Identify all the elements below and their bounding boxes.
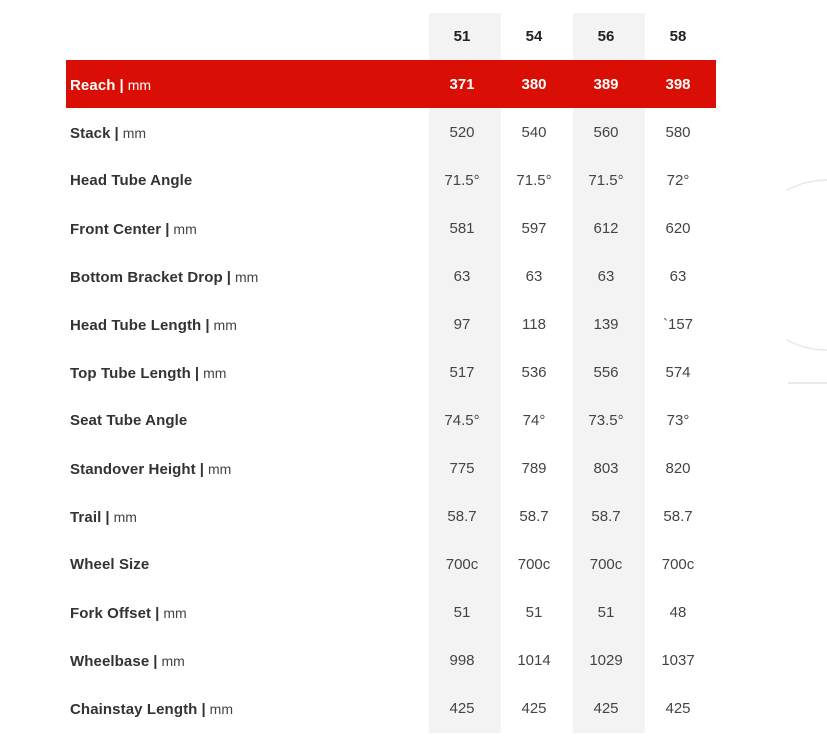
measurement-unit: mm (209, 701, 233, 717)
geometry-row (66, 493, 716, 541)
value-cell-size-54: 540 (521, 124, 547, 141)
value-cell-size-58: 1037 (661, 652, 695, 669)
value-cell-size-54: 425 (521, 700, 547, 717)
value-cell-size-58: 58.7 (663, 508, 693, 525)
geometry-row (66, 253, 716, 301)
row-label (70, 253, 258, 301)
unit-separator: | (155, 605, 160, 622)
row-label (70, 637, 185, 685)
geometry-row (66, 349, 716, 397)
value-cell-size-58: 425 (665, 700, 691, 717)
row-label (70, 61, 151, 109)
value-cell-size-51: 63 (453, 268, 471, 285)
value-cell-size-58: 580 (665, 124, 691, 141)
row-label (70, 493, 137, 541)
value-cell-size-58: 820 (665, 460, 691, 477)
measurement-name: Wheel Size (70, 556, 150, 573)
value-cell-size-51: 425 (449, 700, 475, 717)
unit-separator: | (119, 77, 124, 94)
measurement-unit: mm (234, 269, 259, 285)
value-cell-size-51: 581 (449, 220, 475, 237)
unit-separator: | (165, 221, 170, 238)
measurement-unit: mm (173, 221, 197, 237)
value-cell-size-58: 574 (665, 364, 691, 381)
value-cell-size-56: 803 (593, 460, 619, 477)
value-cell-size-56: 73.5° (588, 412, 624, 429)
measurement-name: Front Center (70, 221, 162, 238)
value-cell-size-56: 58.7 (591, 508, 621, 525)
size-header-54: 54 (525, 28, 543, 45)
unit-separator: | (199, 461, 204, 478)
unit-separator: | (194, 365, 200, 382)
measurement-name: Chainstay Length (70, 701, 198, 718)
measurement-name: Reach (70, 77, 116, 94)
geometry-row (66, 685, 716, 733)
value-cell-size-58: 700c (661, 556, 695, 573)
value-cell-size-58: 48 (669, 604, 687, 621)
value-cell-size-51: 51 (453, 604, 471, 621)
row-label (70, 157, 192, 205)
geometry-row (66, 205, 716, 253)
row-label (70, 685, 233, 733)
size-header-row (66, 13, 716, 61)
unit-separator: | (105, 509, 110, 526)
measurement-unit: mm (213, 317, 237, 333)
size-header-51: 51 (453, 28, 471, 45)
value-cell-size-58: 72° (666, 172, 690, 189)
value-cell-size-54: 1014 (517, 652, 551, 669)
value-cell-size-56: 612 (593, 220, 619, 237)
measurement-unit: mm (203, 365, 227, 381)
geometry-row (66, 637, 716, 685)
geometry-table (66, 13, 716, 733)
row-label (70, 301, 237, 349)
unit-separator: | (153, 653, 158, 670)
geometry-row (66, 301, 716, 349)
value-cell-size-51: 371 (449, 76, 475, 93)
value-cell-size-58: 73° (666, 412, 690, 429)
geometry-row (66, 445, 716, 493)
value-cell-size-51: 700c (445, 556, 479, 573)
value-cell-size-56: 71.5° (588, 172, 624, 189)
value-cell-size-56: 700c (589, 556, 623, 573)
measurement-name: Seat Tube Angle (70, 412, 188, 429)
value-cell-size-54: 118 (522, 316, 546, 333)
geometry-row (66, 61, 716, 109)
value-cell-size-54: 700c (517, 556, 551, 573)
unit-separator: | (205, 317, 210, 334)
row-label (70, 109, 146, 157)
value-cell-size-51: 775 (449, 460, 475, 477)
value-cell-size-56: 425 (593, 700, 619, 717)
measurement-unit: mm (161, 653, 185, 669)
value-cell-size-56: 389 (593, 76, 619, 93)
value-cell-size-58: 398 (665, 76, 691, 93)
value-cell-size-51: 74.5° (444, 412, 480, 429)
unit-separator: | (201, 701, 206, 718)
row-label (70, 397, 187, 445)
value-cell-size-56: 560 (593, 124, 619, 141)
value-cell-size-56: 139 (593, 316, 619, 333)
value-cell-size-54: 63 (525, 268, 543, 285)
measurement-name: Wheelbase (70, 653, 150, 670)
value-cell-size-54: 71.5° (516, 172, 552, 189)
measurement-name: Head Tube Angle (70, 172, 193, 189)
value-cell-size-51: 71.5° (444, 172, 480, 189)
value-cell-size-54: 51 (525, 604, 543, 621)
value-cell-size-54: 789 (521, 460, 547, 477)
value-cell-size-51: 58.7 (447, 508, 477, 525)
measurement-name: Fork Offset (70, 605, 152, 622)
value-cell-size-56: 63 (597, 268, 615, 285)
decorative-circle-outline (786, 160, 827, 400)
row-label (70, 205, 197, 253)
measurement-name: Top Tube Length (70, 365, 191, 382)
value-cell-size-54: 74° (522, 412, 546, 429)
unit-separator: | (226, 269, 231, 286)
geometry-row (66, 541, 716, 589)
value-cell-size-58: 620 (665, 220, 691, 237)
size-header-56: 56 (597, 28, 615, 45)
measurement-name: Trail (70, 509, 102, 526)
value-cell-size-51: 517 (449, 364, 475, 381)
value-cell-size-56: 51 (597, 604, 615, 621)
measurement-name: Stack (70, 125, 111, 142)
measurement-unit: mm (122, 125, 147, 141)
measurement-name: Bottom Bracket Drop (70, 269, 223, 286)
geometry-row (66, 109, 716, 157)
geometry-row (66, 397, 716, 445)
unit-separator: | (114, 125, 119, 142)
measurement-unit: mm (163, 605, 187, 621)
value-cell-size-54: 536 (521, 364, 547, 381)
value-cell-size-54: 58.7 (519, 508, 549, 525)
value-cell-size-58: 63 (669, 268, 687, 285)
measurement-unit: mm (208, 461, 232, 477)
row-label (70, 589, 187, 637)
value-cell-size-56: 556 (593, 364, 619, 381)
value-cell-size-51: 97 (453, 316, 471, 333)
geometry-row (66, 589, 716, 637)
row-label (70, 349, 226, 397)
measurement-unit: mm (113, 509, 137, 525)
value-cell-size-51: 520 (449, 124, 475, 141)
row-label (70, 541, 149, 589)
value-cell-size-51: 998 (449, 652, 475, 669)
measurement-unit: mm (127, 77, 152, 93)
value-cell-size-56: 1029 (589, 652, 623, 669)
measurement-name: Head Tube Length (70, 317, 202, 334)
row-label (70, 445, 231, 493)
value-cell-size-54: 597 (521, 220, 547, 237)
value-cell-size-54: 380 (521, 76, 547, 93)
size-header-58: 58 (669, 28, 687, 45)
measurement-name: Standover Height (70, 461, 196, 478)
value-cell-size-58: `157 (662, 316, 694, 333)
geometry-row (66, 157, 716, 205)
